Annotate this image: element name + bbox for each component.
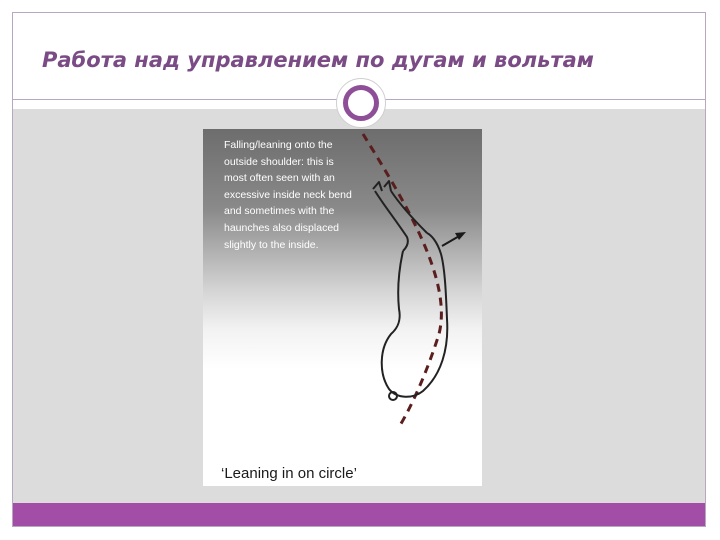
figure-caption: ‘Leaning in on circle’	[221, 465, 357, 482]
divider-circle-icon	[336, 78, 386, 128]
horse-outline-icon	[373, 181, 447, 400]
direction-arrow-icon	[442, 232, 466, 246]
footer-bar	[13, 503, 705, 526]
figure-description: Falling/leaning onto the outside shoulder: this is most often seen with an excessive inside neck bend and sometimes with the haunches also displaced slightly to the inside.	[224, 139, 352, 251]
divider-circle-ring	[343, 85, 379, 121]
slide-title: Работа над управлением по дугам и вольтам	[42, 48, 594, 72]
